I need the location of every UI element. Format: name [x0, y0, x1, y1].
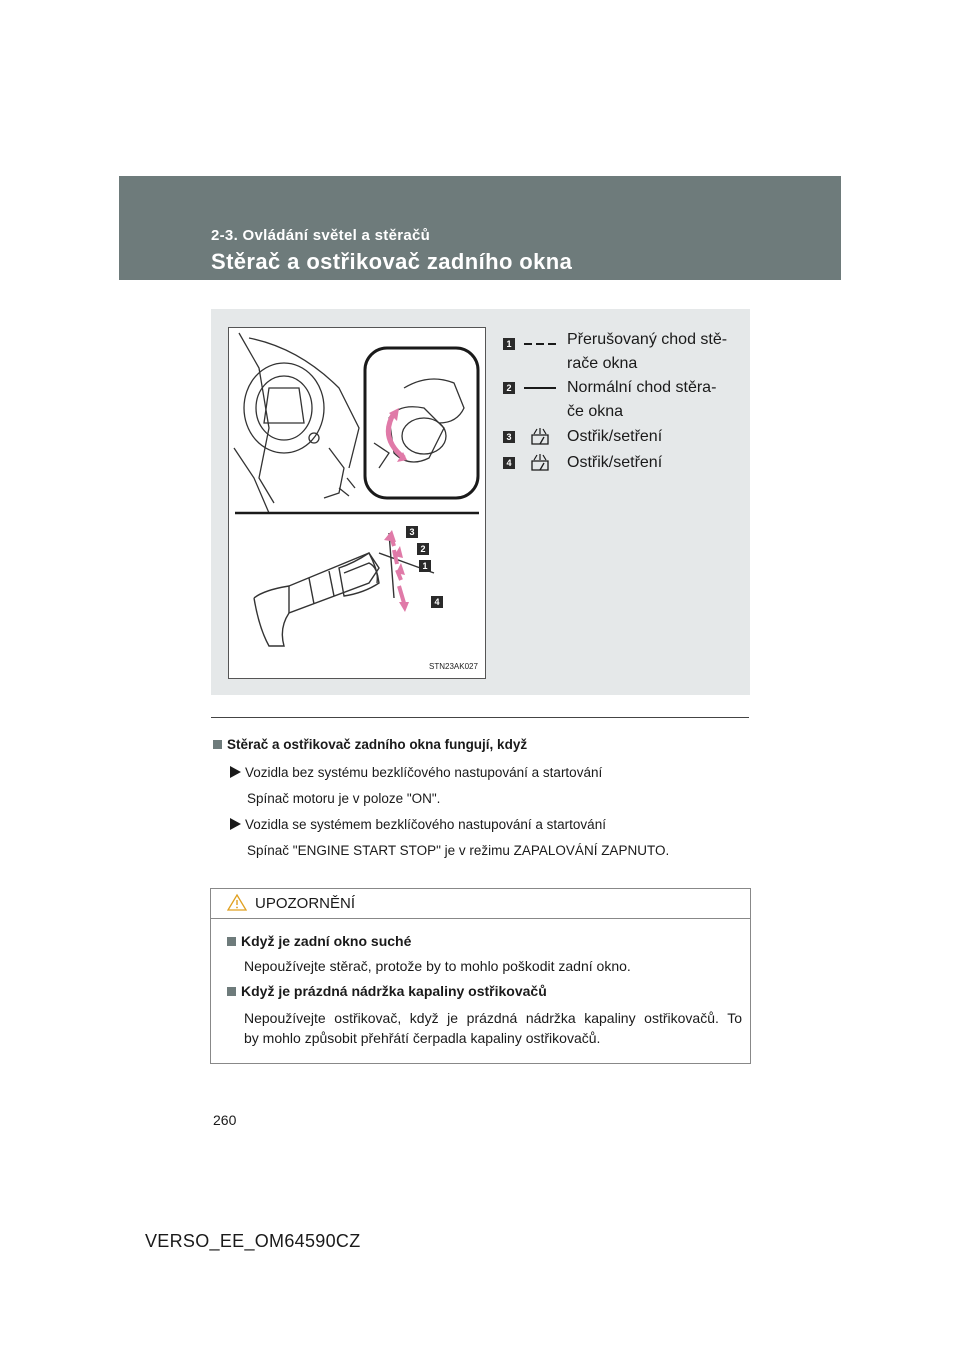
legend-text: Normální chod stěra- če okna	[567, 379, 717, 420]
legend-num: 2	[503, 382, 515, 394]
washer-icon	[529, 427, 551, 447]
legend-text: Přerušovaný chod stě- rače okna	[567, 331, 728, 372]
condition-item-2: Vozidla se systémem bezklíčového nastupování a startování	[230, 817, 606, 832]
caution-title: UPOZORNĚNÍ	[255, 895, 356, 912]
square-bullet-icon	[227, 937, 236, 946]
condition-text-2: Spínač "ENGINE START STOP" je v režimu ZAPALOVÁNÍ ZAPNUTO.	[247, 843, 670, 858]
caution-text-2b: by mohlo způsobit přehřátí čerpadla kapaliny ostřikovačů.	[244, 1030, 601, 1046]
callout-4: 4	[431, 596, 443, 608]
caution-heading-2: Když je prázdná nádržka kapaliny ostřikovačů	[227, 981, 742, 1001]
wiper-illustration	[228, 327, 486, 679]
condition-text-1: Spínač motoru je v poloze "ON".	[247, 791, 441, 806]
callout-3: 3	[406, 526, 418, 538]
caution-heading-1: Když je zadní okno suché	[227, 931, 742, 951]
legend-text: Ostřik/setření	[567, 428, 663, 445]
legend-num: 4	[503, 457, 515, 469]
page-title: Stěrač a ostřikovač zadního okna	[211, 249, 573, 274]
section-label: 2-3. Ovládání světel a stěračů	[211, 227, 431, 244]
wiper-lever-drawing	[229, 328, 485, 678]
washer-icon	[529, 453, 551, 473]
section-header	[119, 176, 841, 280]
caution-box	[210, 888, 751, 1064]
document-id: VERSO_EE_OM64590CZ	[145, 1231, 361, 1251]
caution-header	[211, 889, 750, 919]
callout-2: 2	[417, 543, 429, 555]
page-number: 260	[213, 1112, 237, 1128]
triangle-bullet-icon	[230, 818, 241, 830]
condition-item-1: Vozidla bez systému bezklíčového nastupování a startování	[230, 765, 602, 780]
legend-text: Ostřik/setření	[567, 454, 663, 471]
divider	[211, 717, 749, 718]
caution-text-2a: Nepoužívejte ostřikovač, když je prázdná nádržka kapaliny ostřikovačů. To	[244, 1010, 742, 1026]
figure-code: STN23AK027	[429, 662, 478, 671]
triangle-bullet-icon	[230, 766, 241, 778]
legend-num: 3	[503, 431, 515, 443]
square-bullet-icon	[227, 987, 236, 996]
dashed-line-icon	[523, 340, 557, 348]
conditions-heading: Stěrač a ostřikovač zadního okna fungují, když	[213, 737, 527, 752]
callout-1: 1	[419, 560, 431, 572]
caution-text-1: Nepoužívejte stěrač, protože by to mohlo poškodit zadní okno.	[244, 958, 631, 974]
solid-line-icon	[523, 384, 557, 392]
warning-triangle-icon	[227, 893, 247, 912]
square-bullet-icon	[213, 740, 222, 749]
legend-num: 1	[503, 338, 515, 350]
